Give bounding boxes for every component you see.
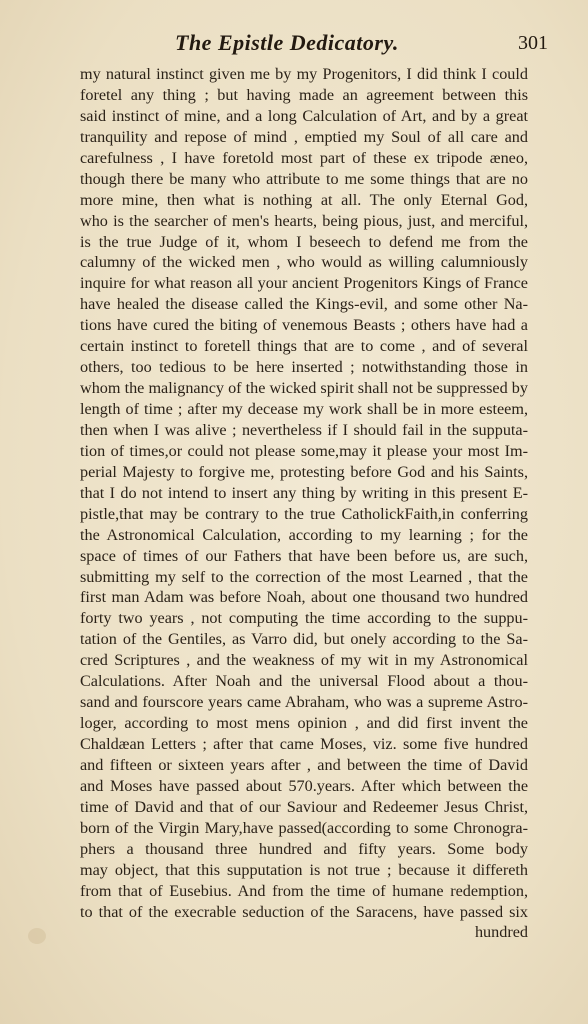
- text-line: foretel any thing ; but having made an agreement between this: [80, 85, 528, 104]
- text-line: pistle,that may be contrary to the true CatholickFaith,in conferring: [80, 504, 528, 523]
- text-line: forty two years , not computing the time according to the suppu-: [80, 609, 528, 628]
- text-line: calumny of the wicked men , who would as willing calumniously: [80, 253, 528, 272]
- text-line: more mine, then what is nothing at all. The only Eternal God,: [80, 190, 528, 209]
- text-line: tions have cured the biting of venemous Beasts ; others have had a: [80, 316, 528, 335]
- text-line: whom the malignancy of the wicked spirit shall not be suppressed by: [80, 379, 528, 398]
- text-line: born of the Virgin Mary,have passed(according to some Chronogra-: [80, 818, 528, 837]
- text-line: to that of the execrable seduction of the Saracens, have passed six: [80, 902, 528, 921]
- catchword: hundred: [474, 923, 528, 942]
- text-line: loger, according to most mens opinion , and did first invent the: [80, 714, 528, 733]
- text-line: first man Adam was before Noah, about one thousand two hundred: [80, 588, 528, 607]
- text-line: tion of times,or could not please some,may it please your most Im-: [80, 441, 528, 460]
- text-line: and Moses have passed about 570.years. After which between the: [80, 776, 528, 795]
- paper-stain: [28, 928, 46, 944]
- text-line: length of time ; after my decease my work shall be in more esteem,: [80, 400, 528, 418]
- text-line: the Astronomical Calculation, according to my learning ; for the: [80, 525, 528, 544]
- text-line: who is the searcher of men's hearts, being pious, just, and merciful,: [80, 211, 528, 230]
- text-line: submitting my self to the correction of the most Learned , that the: [80, 567, 528, 586]
- text-line: phers a thousand three hundred and fifty years. Some body: [80, 839, 528, 858]
- text-line: cred Scriptures , and the weakness of my wit in my Astronomical: [80, 651, 528, 670]
- text-line: Chaldæan Letters ; after that came Moses, viz. some five hundred: [80, 735, 528, 753]
- text-line: time of David and that of our Saviour and Redeemer Jesus Christ,: [80, 797, 528, 816]
- text-line: have healed the disease called the Kings-evil, and some other Na-: [80, 295, 528, 314]
- text-line: then when I was alive ; nevertheless if I should fail in the supputa-: [80, 420, 528, 439]
- text-line: perial Majesty to forgive me, protesting before God and his Saints,: [80, 462, 528, 481]
- running-title: The Epistle Dedicatory.: [175, 30, 399, 55]
- text-line: space of times of our Fathers that have been before us, are such,: [80, 546, 528, 565]
- text-line: others, too tedious to be here inserted ; notwithstanding those in: [80, 358, 528, 377]
- text-line: said instinct of mine, and a long Calculation of Art, and by a great: [80, 106, 528, 125]
- text-line: tation of the Gentiles, as Varro did, but onely according to the Sa-: [80, 630, 528, 649]
- text-line: Calculations. After Noah and the universal Flood about a thou-: [80, 672, 528, 691]
- body-text: [80, 64, 528, 943]
- text-line: sand and fourscore years came Abraham, who was a supreme Astro-: [80, 693, 528, 712]
- page-number: 301: [518, 32, 548, 54]
- text-line: my natural instinct given me by my Progenitors, I did think I could: [80, 65, 528, 83]
- text-line: from that of Eusebius. And from the time of humane redemption,: [80, 881, 528, 900]
- page-header: [60, 30, 548, 62]
- text-line: carefulness , I have foretold most part of these ex tripode æneo,: [80, 148, 528, 167]
- text-line: tranquility and repose of mind , emptied my Soul of all care and: [80, 127, 528, 146]
- text-line: and fifteen or sixteen years after , and between the time of David: [80, 755, 528, 774]
- text-line: though there be many who attribute to me some things that are no: [80, 169, 528, 188]
- text-line: may object, that this supputation is not true ; because it differeth: [80, 860, 528, 879]
- text-line: is the true Judge of it, whom I beseech to defend me from the: [80, 232, 528, 251]
- text-line: that I do not intend to insert any thing by writing in this present E-: [80, 483, 528, 502]
- text-line: inquire for what reason all your ancient Progenitors Kings of France: [80, 274, 528, 293]
- text-line: certain instinct to foretell things that are to come , and of several: [80, 337, 528, 356]
